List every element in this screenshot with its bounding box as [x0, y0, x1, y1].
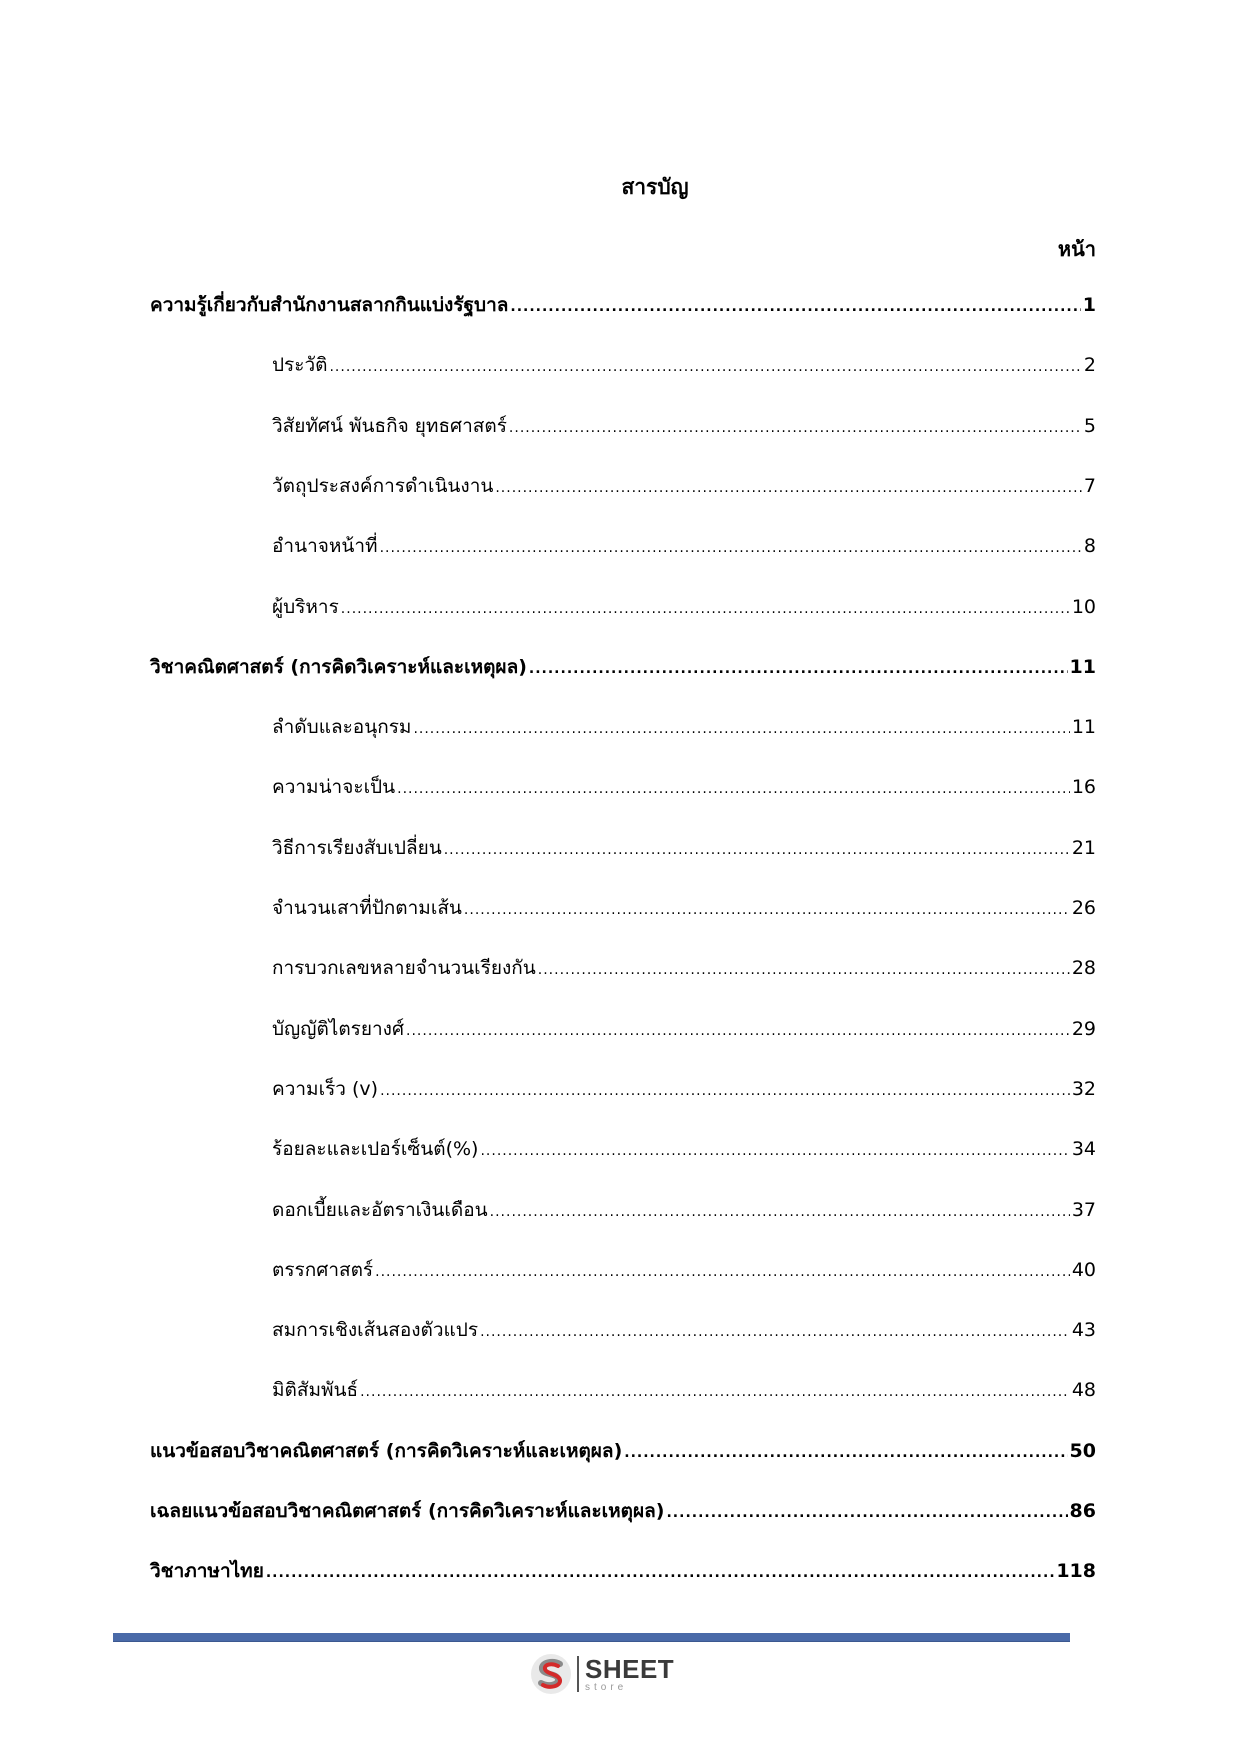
toc-entry-page-number: 50 [1069, 1439, 1096, 1462]
toc-entry-page-number: 43 [1071, 1319, 1096, 1342]
toc-entry-title: วิสัยทัศน์ พันธกิจ ยุทธศาสตร์ [272, 414, 507, 437]
sheet-store-logo [529, 1651, 689, 1697]
page-column-header: หน้า [1057, 237, 1096, 261]
toc-dot-leader [464, 895, 1070, 925]
toc-section-entry[interactable] [150, 1496, 1096, 1526]
toc-entry-page-number: 2 [1083, 354, 1096, 377]
toc-dot-leader [624, 1438, 1067, 1468]
toc-dot-leader [480, 1317, 1070, 1347]
toc-subsection-entry[interactable] [272, 893, 1096, 923]
toc-dot-leader [510, 292, 1080, 322]
toc-entry-page-number: 32 [1071, 1077, 1096, 1100]
toc-subsection-entry[interactable] [272, 592, 1096, 622]
toc-subsection-entry[interactable] [272, 1134, 1096, 1164]
logo-wordmark: SHEET [585, 1653, 675, 1684]
toc-entry-title: ตรรกศาสตร์ [272, 1258, 374, 1281]
toc-entry-title: การบวกเลขหลายจำนวนเรียงกัน [272, 957, 536, 980]
toc-subsection-entry[interactable] [272, 712, 1096, 742]
page-title: สารบัญ [621, 175, 689, 199]
toc-entry-title: สมการเชิงเส้นสองตัวแปร [272, 1319, 479, 1342]
toc-dot-leader [266, 1558, 1054, 1588]
toc-dot-leader [406, 1016, 1070, 1046]
toc-entry-page-number: 1 [1082, 294, 1096, 316]
toc-entry-page-number: 37 [1071, 1198, 1096, 1221]
toc-entry-page-number: 118 [1056, 1560, 1096, 1583]
toc-subsection-entry[interactable] [272, 471, 1096, 501]
toc-subsection-entry[interactable] [272, 1375, 1096, 1405]
toc-subsection-entry[interactable] [272, 953, 1096, 983]
toc-entry-title: แนวข้อสอบวิชาคณิตศาสตร์ (การคิดวิเคราะห์และเหตุผล) [150, 1439, 623, 1462]
toc-entry-page-number: 5 [1083, 414, 1096, 437]
toc-dot-leader [329, 352, 1081, 382]
toc-entry-page-number: 48 [1071, 1379, 1096, 1402]
toc-entry-title: วิชาคณิตศาสตร์ (การคิดวิเคราะห์และเหตุผล) [150, 655, 527, 678]
toc-dot-leader [495, 473, 1082, 503]
toc-section-entry[interactable] [150, 290, 1096, 320]
toc-entry-title: ผู้บริหาร [272, 595, 339, 618]
toc-dot-leader [666, 1498, 1067, 1528]
toc-dot-leader [375, 1257, 1070, 1287]
toc-entry-page-number: 11 [1071, 716, 1096, 739]
toc-subsection-entry[interactable] [272, 1255, 1096, 1285]
logo-subtitle: store [585, 1681, 628, 1693]
toc-entry-title: วิธีการเรียงสับเปลี่ยน [272, 836, 442, 859]
toc-subsection-entry[interactable] [272, 772, 1096, 802]
toc-entry-title: จำนวนเสาที่ปักตามเส้น [272, 897, 462, 919]
toc-section-entry[interactable] [150, 1436, 1096, 1466]
toc-entry-title: ร้อยละและเปอร์เซ็นต์(%) [272, 1138, 479, 1161]
toc-entry-page-number: 7 [1083, 474, 1096, 497]
toc-entry-title: วิชาภาษาไทย [150, 1560, 264, 1583]
toc-dot-leader [380, 533, 1082, 563]
toc-entry-title: ลำดับและอนุกรม [272, 716, 412, 739]
toc-dot-leader [490, 1197, 1070, 1227]
toc-entry-title: ดอกเบี้ยและอัตราเงินเดือน [272, 1198, 488, 1221]
toc-entry-page-number: 8 [1083, 535, 1096, 558]
toc-dot-leader [360, 1377, 1070, 1407]
toc-section-entry[interactable] [150, 1556, 1096, 1586]
toc-entry-page-number: 86 [1069, 1500, 1096, 1522]
toc-entry-page-number: 26 [1071, 897, 1096, 919]
toc-entry-title: บัญญัติไตรยางศ์ [272, 1017, 405, 1040]
toc-dot-leader [444, 835, 1070, 865]
logo-divider [577, 1656, 579, 1692]
toc-entry-page-number: 16 [1071, 776, 1096, 799]
toc-entry-title: มิติสัมพันธ์ [272, 1379, 359, 1402]
toc-entry-title: อำนาจหน้าที่ [272, 535, 378, 558]
toc-entry-page-number: 40 [1071, 1258, 1096, 1281]
toc-subsection-entry[interactable] [272, 531, 1096, 561]
toc-entry-title: ความเร็ว (v) [272, 1077, 379, 1100]
toc-entry-title: ประวัติ [272, 354, 328, 377]
logo-text [585, 1653, 675, 1693]
toc-dot-leader [538, 955, 1070, 985]
toc-entry-page-number: 10 [1071, 595, 1096, 618]
toc-entry-page-number: 28 [1071, 957, 1096, 980]
toc-subsection-entry[interactable] [272, 350, 1096, 380]
toc-dot-leader [397, 774, 1070, 804]
toc-entry-page-number: 21 [1071, 836, 1096, 859]
toc-entry-title: ความน่าจะเป็น [272, 776, 396, 799]
toc-entry-title: เฉลยแนวข้อสอบวิชาคณิตศาสตร์ (การคิดวิเคราะห์และเหตุผล) [150, 1500, 665, 1522]
toc-entry-page-number: 11 [1069, 655, 1096, 678]
toc-dot-leader [480, 1136, 1069, 1166]
toc-entry-page-number: 34 [1071, 1138, 1096, 1161]
sheet-store-logo-icon [529, 1652, 573, 1696]
toc-subsection-entry[interactable] [272, 1315, 1096, 1345]
toc-dot-leader [341, 594, 1070, 624]
toc-subsection-entry[interactable] [272, 833, 1096, 863]
toc-section-entry[interactable] [150, 652, 1096, 682]
toc-dot-leader [509, 413, 1082, 443]
toc-entry-page-number: 29 [1071, 1017, 1096, 1040]
toc-subsection-entry[interactable] [272, 411, 1096, 441]
toc-dot-leader [529, 654, 1068, 684]
toc-subsection-entry[interactable] [272, 1074, 1096, 1104]
footer-divider [113, 1633, 1070, 1642]
toc-entry-title: ความรู้เกี่ยวกับสำนักงานสลากกินแบ่งรัฐบาล [150, 294, 509, 316]
toc-subsection-entry[interactable] [272, 1195, 1096, 1225]
toc-dot-leader [413, 714, 1069, 744]
toc-subsection-entry[interactable] [272, 1014, 1096, 1044]
toc-dot-leader [380, 1076, 1070, 1106]
toc-entry-title: วัตถุประสงค์การดำเนินงาน [272, 474, 494, 497]
